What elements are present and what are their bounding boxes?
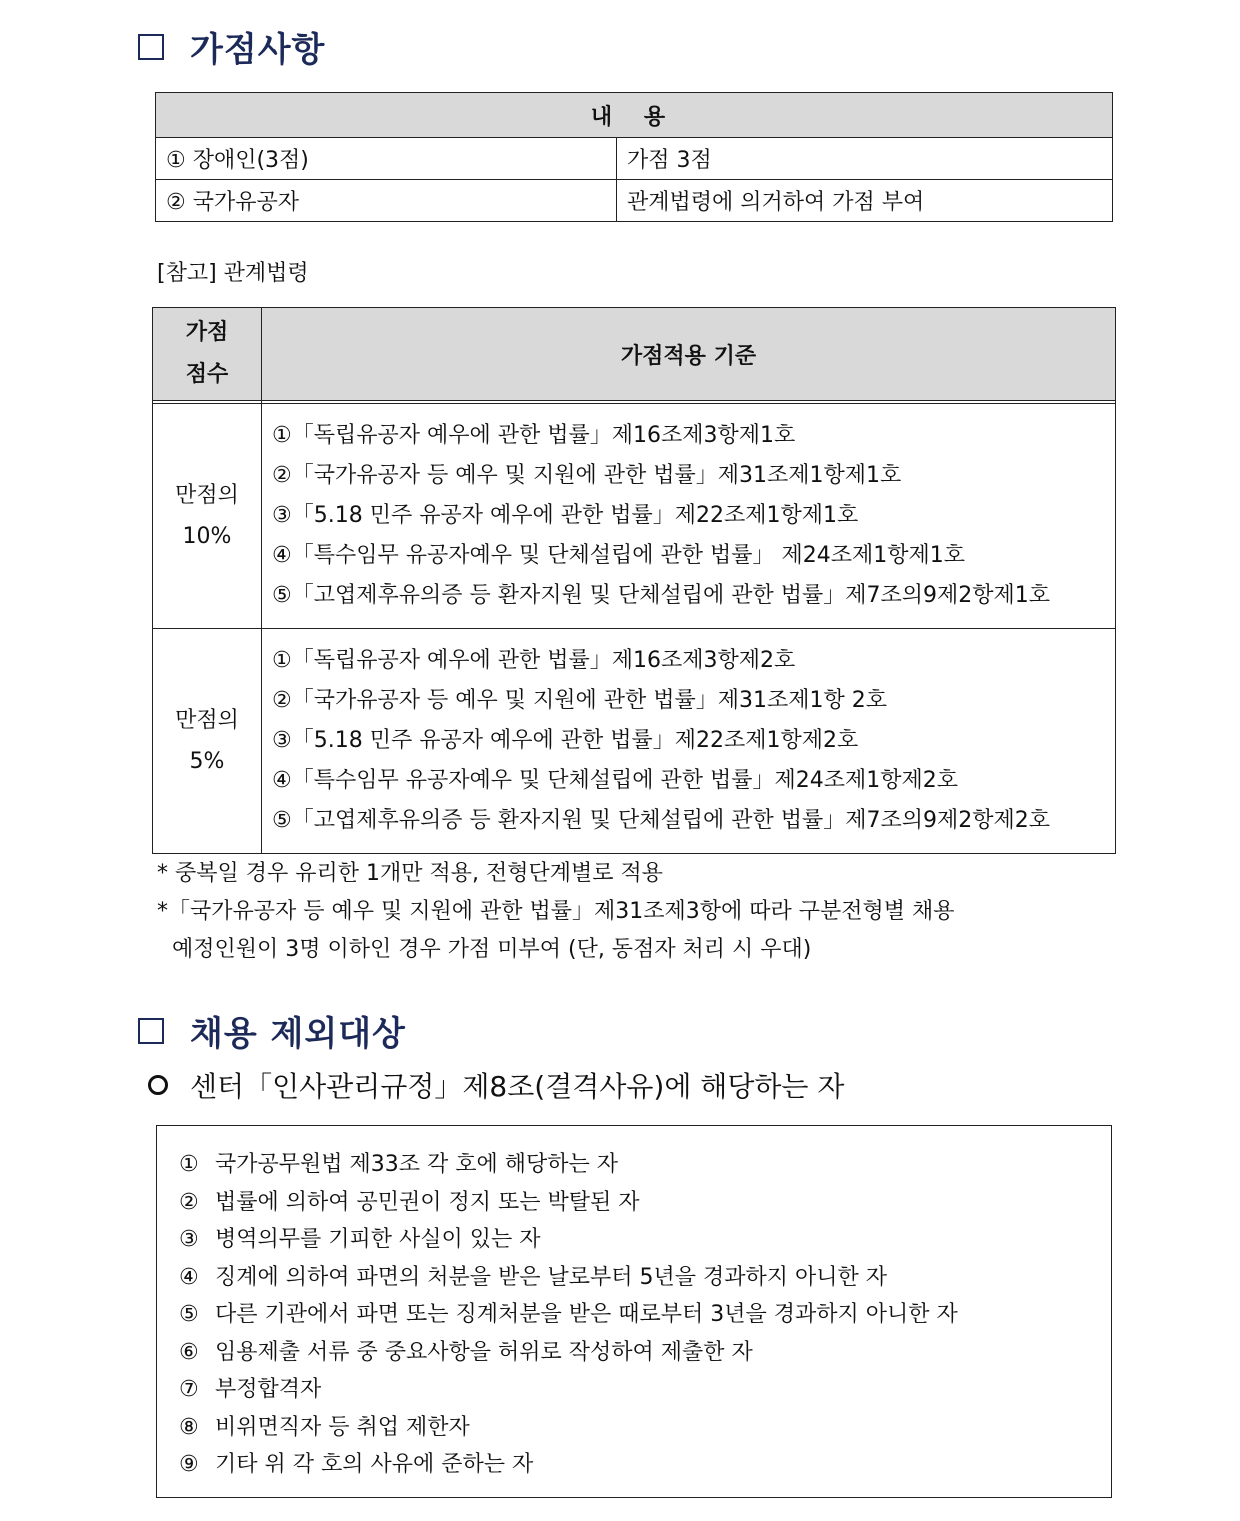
note-line: *「국가유공자 등 예우 및 지원에 관한 법률」제31조제3항에 따라 구분전형별 채용 [157,899,955,924]
table-row [156,180,1113,222]
reference-label: [참고] 관계법령 [157,261,309,286]
table-row [153,629,1116,854]
list-item [179,1296,1111,1334]
list-item [179,1221,1111,1259]
item-number: ⑥ [179,1339,199,1365]
item-text: 기타 위 각 호의 사유에 준하는 자 [215,1452,534,1477]
item-number: ① [179,1152,199,1177]
item-text: 다른 기관에서 파면 또는 징계처분을 받은 때로부터 3년을 경과하지 아니한 자 [215,1302,958,1327]
table-cell-item: ② 국가유공자 [156,180,617,222]
header-score [153,308,262,401]
item-text: 부정합격자 [215,1377,322,1402]
item-number: ⑨ [179,1452,199,1477]
table-cell-item: ① 장애인(3점) [156,138,617,180]
item-text: 임용제출 서류 중 중요사항을 허위로 작성하여 제출한 자 [215,1339,753,1365]
score-cell [153,404,262,629]
bonus-summary-table [155,92,1113,222]
checkbox-square-icon [138,34,164,60]
list-item [179,1446,1111,1484]
score-line2: 5% [189,749,225,774]
item-number: ④ [179,1264,199,1290]
list-item [179,1146,1111,1184]
section-title-text: 가점사항 [190,30,326,70]
rules-cell [262,404,1116,629]
rule-line: ①「독립유공자 예우에 관한 법률」제16조제3항제2호 [272,648,796,673]
table-cell-detail: 관계법령에 의거하여 가점 부여 [617,180,1113,222]
item-text: 징계에 의하여 파면의 처분을 받은 날로부터 5년을 경과하지 아니한 자 [215,1264,887,1290]
list-item [179,1334,1111,1372]
item-text: 비위면직자 등 취업 제한자 [215,1414,470,1440]
rule-line: ②「국가유공자 등 예우 및 지원에 관한 법률」제31조제1항 2호 [272,688,887,713]
header-score-line2: 점수 [185,362,229,387]
bonus-criteria-table [152,307,1116,854]
bullet-text: 센터「인사관리규정」제8조(결격사유)에 해당하는 자 [190,1070,845,1103]
rule-line: ④「특수임무 유공자예우 및 단체설립에 관한 법률」 제24조제1항제1호 [272,543,965,568]
rule-line: ②「국가유공자 등 예우 및 지원에 관한 법률」제31조제1항제1호 [272,463,902,488]
note-line: * 중복일 경우 유리한 1개만 적용, 전형단계별로 적용 [157,861,663,886]
checkbox-square-icon [138,1018,164,1044]
note-line: 예정인원이 3명 이하인 경우 가점 미부여 (단, 동점자 처리 시 우대) [172,937,812,962]
table-header: 내 용 [156,93,1113,138]
header-criteria: 가점적용 기준 [262,308,1116,401]
section-title-bonus [138,22,325,71]
table-row [153,404,1116,629]
score-line1: 만점의 [175,483,239,508]
list-item [179,1259,1111,1297]
table-cell-detail: 가점 3점 [617,138,1113,180]
section-title-text: 채용 제외대상 [190,1014,406,1054]
exclusion-list [156,1125,1112,1498]
rule-line: ③「5.18 민주 유공자 예우에 관한 법률」제22조제1항제1호 [272,503,859,528]
list-item [179,1371,1111,1409]
rule-line: ⑤「고엽제후유의증 등 환자지원 및 단체설립에 관한 법률」제7조의9제2항제1호 [272,583,1050,608]
table-row [156,138,1113,180]
item-number: ⑤ [179,1302,199,1327]
list-item [179,1184,1111,1222]
circle-bullet-icon [148,1075,168,1095]
item-number: ② [179,1189,199,1215]
score-line2: 10% [182,524,232,549]
exclusion-bullet [148,1065,844,1105]
header-score-line1: 가점 [185,320,229,345]
rule-line: ①「독립유공자 예우에 관한 법률」제16조제3항제1호 [272,423,796,448]
rule-line: ④「특수임무 유공자예우 및 단체설립에 관한 법률」제24조제1항제2호 [272,768,958,793]
item-number: ⑦ [179,1377,199,1402]
item-text: 병역의무를 기피한 사실이 있는 자 [215,1227,541,1252]
item-number: ③ [179,1227,199,1252]
score-line1: 만점의 [175,708,239,733]
score-cell [153,629,262,854]
section-title-exclusion [138,1006,406,1055]
rule-line: ③「5.18 민주 유공자 예우에 관한 법률」제22조제1항제2호 [272,728,859,753]
rules-cell [262,629,1116,854]
item-text: 국가공무원법 제33조 각 호에 해당하는 자 [215,1152,618,1177]
list-item [179,1409,1111,1447]
rule-line: ⑤「고엽제후유의증 등 환자지원 및 단체설립에 관한 법률」제7조의9제2항제2호 [272,808,1050,833]
item-text: 법률에 의하여 공민권이 정지 또는 박탈된 자 [215,1189,640,1215]
item-number: ⑧ [179,1414,199,1440]
